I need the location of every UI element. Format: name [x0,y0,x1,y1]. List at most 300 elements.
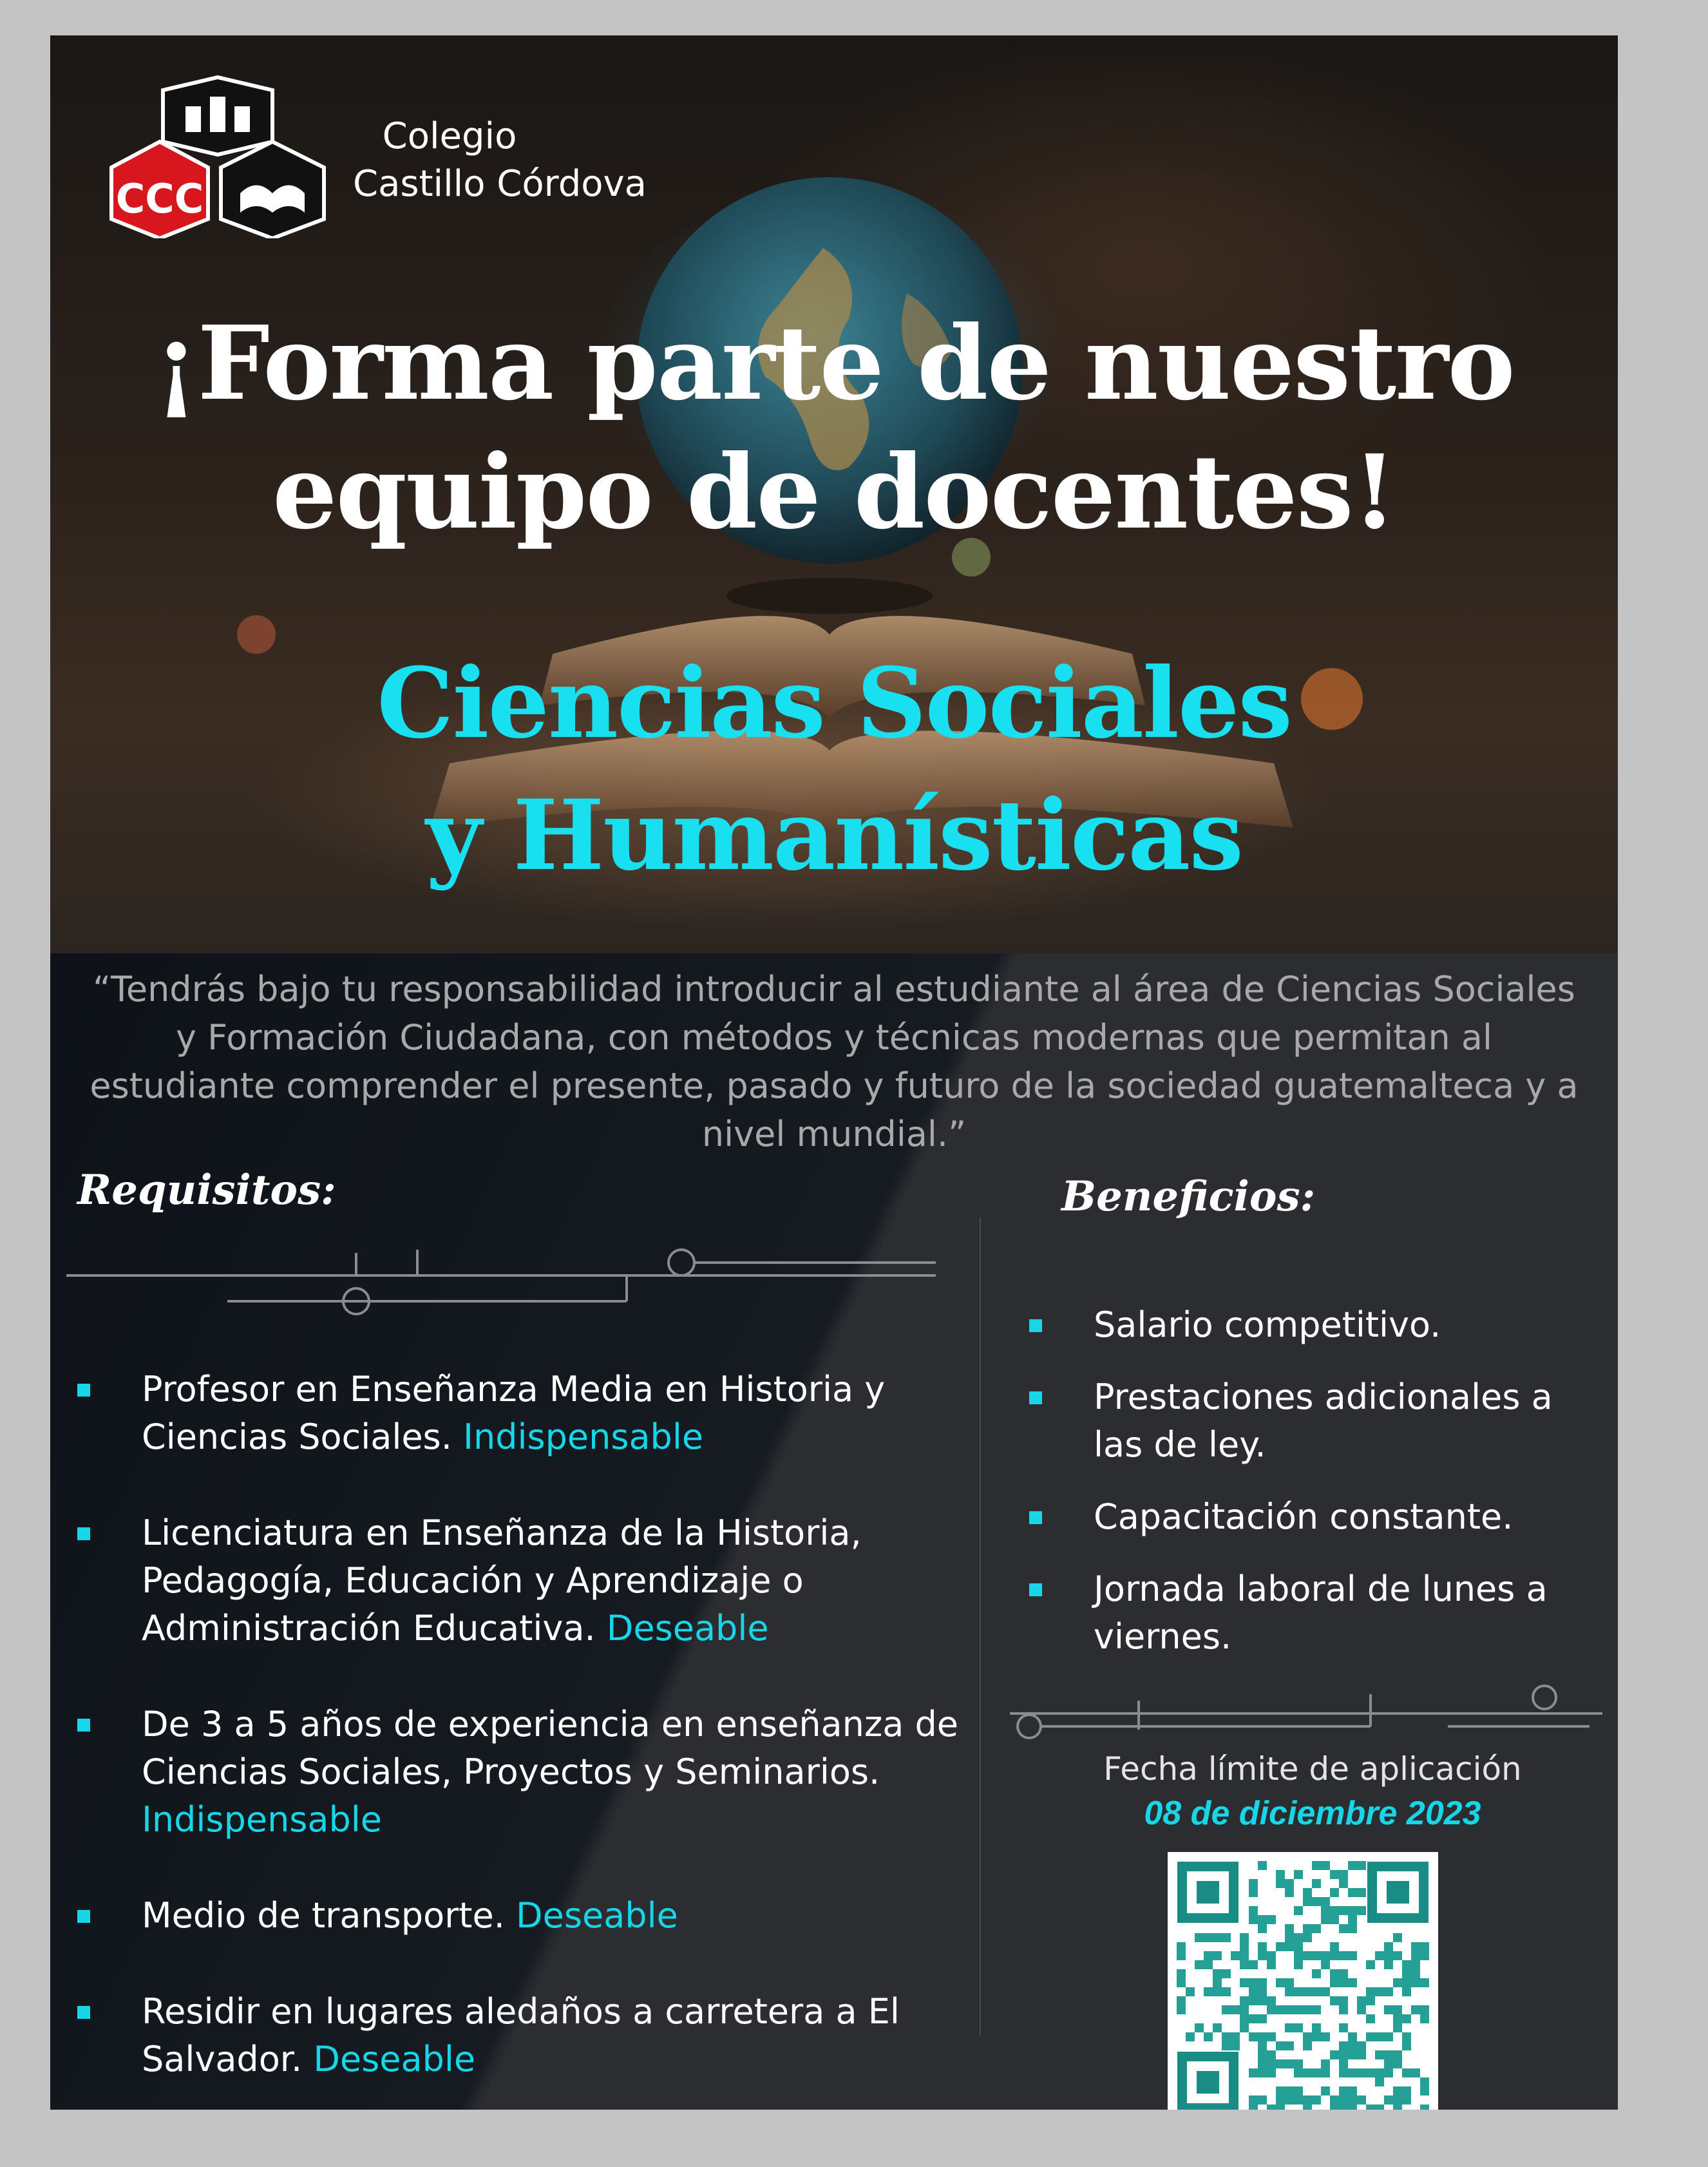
bullet-icon [77,1910,90,1923]
qr-module [1294,1951,1303,1960]
school-name-line1: Colegio [382,115,517,157]
qr-module [1294,2095,1303,2105]
qr-module [1339,2041,1348,2050]
qr-module [1195,1960,1204,1969]
benefit-text: Capacitación constante. [1094,1496,1513,1537]
school-name [353,113,647,208]
qr-module [1231,1951,1240,1960]
benefit-item [1029,1373,1596,1469]
qr-module [1375,1987,1384,1996]
qr-module [1258,1924,1267,1933]
qr-module [1420,1978,1429,1987]
qr-module [1339,2059,1348,2068]
qr-module [1348,1978,1357,1987]
qr-module [1285,2086,1294,2095]
qr-module [1348,1888,1357,1897]
qr-module [1267,2059,1276,2068]
qr-module [1357,1888,1366,1897]
headline-line2: equipo de docentes! [272,433,1396,552]
qr-module [1420,2086,1429,2095]
requirement-item [77,1988,966,2083]
qr-module [1294,2023,1303,2032]
qr-module [1285,1987,1294,1996]
qr-module [1267,2005,1276,2014]
qr-module [1402,2086,1411,2095]
qr-module [1339,2086,1348,2095]
qr-module [1357,2005,1366,2014]
qr-module [1222,1933,1231,1942]
qr-module [1258,2059,1267,2068]
bullet-icon [1029,1391,1042,1404]
qr-module [1348,1924,1357,1933]
qr-module [1330,1888,1339,1897]
qr-module [1348,1906,1357,1915]
qr-module [1303,2032,1312,2041]
requirement-tag: Indispensable [142,1799,383,1840]
qr-module [1267,1996,1276,2005]
qr-module [1321,2068,1330,2077]
qr-module [1312,2005,1321,2014]
qr-module [1330,1942,1339,1951]
qr-module [1366,1960,1375,1969]
hero-section [50,35,1618,953]
qr-module [1204,1951,1213,1960]
qr-module [1258,1942,1267,1951]
qr-module [1249,1996,1258,2005]
qr-module [1339,2095,1348,2105]
qr-module [1294,1906,1303,1915]
qr-module [1402,1969,1411,1978]
qr-module [1312,1879,1321,1888]
qr-module [1321,1960,1330,1969]
qr-module [1303,2068,1312,2077]
benefit-item [1029,1301,1596,1349]
qr-module [1321,1915,1330,1924]
qr-module [1267,2032,1276,2041]
qr-module [1339,1924,1348,1933]
qr-module [1249,1987,1258,1996]
qr-module [1420,1951,1429,1960]
qr-module [1339,2068,1348,2077]
qr-module [1312,2095,1321,2105]
qr-module [1249,1879,1258,1888]
qr-module [1213,1987,1222,1996]
benefits-list [1029,1301,1596,1661]
qr-module [1294,1942,1303,1951]
qr-module [1411,2068,1420,2077]
bullet-icon [1029,1583,1042,1596]
requirement-tag: Deseable [606,1608,769,1648]
qr-module [1384,1942,1393,1951]
qr-module [1285,1924,1294,1933]
qr-module [1177,1969,1186,1978]
headline-line1: ¡Forma parte de nuestro [154,304,1514,423]
qr-module [1357,2068,1366,2077]
qr-module [1258,1951,1267,1960]
qr-module [1384,2059,1393,2068]
qr-module [1312,1951,1321,1960]
qr-module [1393,1933,1402,1942]
qr-module [1321,1987,1330,1996]
qr-module [1240,2005,1249,2014]
qr-module [1240,1978,1249,1987]
qr-module [1384,1960,1393,1969]
qr-module [1285,1978,1294,1987]
requirements-list [77,1366,966,2083]
qr-module [1366,1987,1375,1996]
job-poster [50,35,1618,2110]
qr-module [1258,1996,1267,2005]
qr-module [1420,2005,1429,2014]
qr-module [1294,1870,1303,1879]
requirements-title: Requisitos: [77,1166,336,1214]
benefit-item [1029,1493,1596,1541]
qr-module [1222,2005,1231,2014]
qr-module [1321,2059,1330,2068]
qr-module [1294,2005,1303,2014]
qr-module [1348,2086,1357,2095]
subject-area-title [50,638,1618,902]
qr-module [1420,2105,1429,2110]
qr-module [1177,1951,1186,1960]
qr-module [1402,2095,1411,2105]
qr-module [1285,2041,1294,2050]
qr-module [1348,2032,1357,2041]
qr-module [1339,1879,1348,1888]
qr-module [1204,1960,1213,1969]
qr-module [1294,1987,1303,1996]
qr-module [1294,2068,1303,2077]
qr-module [1276,1879,1285,1888]
qr-module [1258,2014,1267,2023]
qr-module [1411,2005,1420,2014]
qr-module [1393,1951,1402,1960]
qr-module [1312,1897,1321,1906]
qr-module [1276,1870,1285,1879]
requirement-text: Residir en lugares aledaños a carretera a El Salvador. [142,1991,900,2079]
qr-module [1213,2023,1222,2032]
requirement-text: Profesor en Enseñanza Media en Historia y Ciencias Sociales. [142,1369,886,1457]
qr-module [1411,1951,1420,1960]
qr-module [1213,1933,1222,1942]
qr-module [1348,2041,1357,2050]
qr-module [1366,2105,1375,2110]
qr-module [1258,2068,1267,2077]
qr-module [1393,2014,1402,2023]
qr-module [1267,2105,1276,2110]
qr-module [1267,2068,1276,2077]
qr-module [1195,1933,1204,1942]
qr-module [1276,2041,1285,2050]
qr-module [1204,1987,1213,1996]
qr-module [1222,2041,1231,2050]
qr-module [1222,1969,1231,1978]
qr-module [1348,2105,1357,2110]
qr-module [1258,2050,1267,2059]
qr-module [1186,2032,1195,2041]
qr-module [1186,1987,1195,1996]
qr-module [1330,1969,1339,1978]
qr-module [1321,1861,1330,1870]
qr-module [1231,2032,1240,2041]
qr-module [1402,1960,1411,1969]
qr-module [1330,1870,1339,1879]
qr-module [1420,2077,1429,2086]
qr-module [1285,2095,1294,2105]
benefits-title: Beneficios: [1061,1172,1316,1221]
qr-module [1321,1897,1330,1906]
qr-module [1177,1978,1186,1987]
qr-module [1366,1996,1375,2005]
qr-module [1294,1933,1303,1942]
deadline-date: 08 de diciembre 2023 [1144,1795,1481,1832]
qr-module [1384,2005,1393,2014]
qr-module [1339,2005,1348,2014]
qr-module [1393,2023,1402,2032]
requirement-text: Medio de transporte. [142,1895,505,1936]
qr-module [1276,1978,1285,1987]
requirement-item [77,1509,966,1652]
qr-module [1375,2050,1384,2059]
qr-module [1393,2086,1402,2095]
qr-module [1240,1951,1249,1960]
qr-module [1276,2095,1285,2105]
qr-module [1393,2005,1402,2014]
details-section [50,953,1618,2110]
qr-module [1339,2050,1348,2059]
qr-module [1240,2014,1249,2023]
qr-module [1249,2068,1258,2077]
qr-module [1258,1978,1267,1987]
qr-module [1330,1915,1339,1924]
bullet-icon [77,1527,90,1540]
qr-module [1321,1906,1330,1915]
qr-module [1357,2095,1366,2105]
qr-module [1321,2086,1330,2095]
qr-module [1393,1978,1402,1987]
qr-module [1402,2032,1411,2041]
qr-module [1303,2005,1312,2014]
school-name-line2: Castillo Córdova [353,163,647,205]
qr-module [1330,1996,1339,2005]
qr-module [1285,1888,1294,1897]
qr-module [1222,1987,1231,1996]
deadline-label: Fecha límite de aplicación [1103,1750,1522,1788]
school-logo [108,71,346,238]
qr-module [1348,2068,1357,2077]
requirement-tag: Indispensable [463,1417,704,1457]
column-divider [980,1217,981,2036]
bullet-icon [77,2006,90,2019]
qr-module [1285,2059,1294,2068]
requirement-text: De 3 a 5 años de experiencia en enseñanza de Ciencias Sociales, Proyectos y Seminarios. [142,1704,958,1792]
qr-module [1348,2095,1357,2105]
qr-module [1402,2014,1411,2023]
qr-module [1249,2032,1258,2041]
qr-module [1348,1951,1357,1960]
qr-module [1411,1969,1420,1978]
qr-module [1375,1951,1384,1960]
qr-module [1339,1969,1348,1978]
qr-module [1303,1933,1312,1942]
qr-module [1303,1951,1312,1960]
qr-module [1312,2032,1321,2041]
qr-module [1330,1951,1339,1960]
qr-module [1276,2059,1285,2068]
qr-module [1321,1951,1330,1960]
qr-module [1402,1978,1411,1987]
qr-module [1339,1870,1348,1879]
qr-module [1258,1915,1267,1924]
qr-module [1312,1861,1321,1870]
qr-module [1303,1924,1312,1933]
qr-module [1240,1996,1249,2005]
qr-module [1384,2068,1393,2077]
qr-module [1339,1978,1348,1987]
qr-module [1393,2095,1402,2105]
requirement-item [77,1366,966,1461]
qr-module [1213,1978,1222,1987]
qr-module [1411,1942,1420,1951]
qr-module [1240,1960,1249,1969]
qr-module [1267,2050,1276,2059]
bullet-icon [77,1384,90,1397]
qr-module [1411,1978,1420,1987]
qr-module [1294,1960,1303,1969]
qr-module [1285,2023,1294,2032]
bullet-icon [77,1719,90,1732]
bullet-icon [1029,1511,1042,1524]
qr-module [1222,2032,1231,2041]
headline [50,300,1618,557]
requirement-item [77,1701,966,1844]
qr-module [1357,1861,1366,1870]
qr-module [1330,2050,1339,2059]
qr-module [1402,1987,1411,1996]
qr-module [1249,2095,1258,2105]
qr-module [1348,1915,1357,1924]
qr-module [1177,1942,1186,1951]
qr-module [1375,2032,1384,2041]
qr-module [1330,1906,1339,1915]
qr-module [1312,1969,1321,1978]
qr-module [1348,2050,1357,2059]
qr-module [1312,2068,1321,2077]
qr-module [1321,2032,1330,2041]
qr-module [1357,2041,1366,2050]
qr-module [1204,2032,1213,2041]
benefit-text: Prestaciones adicionales a las de ley. [1094,1377,1553,1465]
qr-module [1249,1915,1258,1924]
circuit-divider-right [1010,1675,1602,1746]
qr-module [1249,1978,1258,1987]
qr-module [1267,1951,1276,1960]
qr-module [1294,2086,1303,2095]
qr-module [1366,2014,1375,2023]
qr-module [1249,1960,1258,1969]
qr-module [1402,2041,1411,2050]
qr-module [1312,1987,1321,1996]
qr-module [1393,2105,1402,2110]
qr-module [1204,1933,1213,1942]
qr-module [1375,2105,1384,2110]
circuit-divider-left [66,1237,949,1321]
bullet-icon [1029,1319,1042,1332]
qr-module [1231,2005,1240,2014]
qr-module [1285,1879,1294,1888]
qr-code-icon [1168,1852,1438,2110]
qr-module [1258,2041,1267,2050]
requirement-text: Licenciatura en Enseñanza de la Historia, Pedagogía, Educación y Aprendizaje o Administración Educativa. [142,1513,862,1648]
qr-module [1285,1942,1294,1951]
qr-module [1177,2005,1186,2014]
logo-letters: CCC [115,175,204,222]
qr-module [1357,1906,1366,1915]
qr-module [1303,1888,1312,1897]
qr-module [1411,1960,1420,1969]
qr-module [1303,1897,1312,1906]
qr-module [1420,2014,1429,2023]
qr-module [1258,1987,1267,1996]
qr-module [1339,1906,1348,1915]
application-qr-code[interactable] [1168,1852,1438,2110]
qr-module [1276,1942,1285,1951]
requirement-tag: Deseable [313,2039,476,2079]
qr-module [1258,2032,1267,2041]
qr-module [1312,2023,1321,2032]
requirement-item [77,1892,966,1940]
qr-module [1249,1906,1258,1915]
qr-module [1276,2086,1285,2095]
qr-module [1330,2105,1339,2110]
qr-module [1330,1978,1339,1987]
qr-module [1303,2041,1312,2050]
qr-module [1339,2105,1348,2110]
qr-module [1312,1924,1321,1933]
qr-module [1240,2023,1249,2032]
qr-module [1258,2095,1267,2105]
qr-module [1384,2050,1393,2059]
qr-module [1348,1861,1357,1870]
qr-module [1276,2005,1285,2014]
qr-module [1240,1933,1249,1942]
qr-module [1384,1951,1393,1960]
qr-module [1393,2050,1402,2059]
qr-module [1213,1969,1222,1978]
qr-module [1276,2105,1285,2110]
qr-module [1249,2105,1258,2110]
qr-module [1357,2050,1366,2059]
subject-area-line1: Ciencias Sociales [377,647,1291,760]
qr-module [1339,2023,1348,2032]
qr-module [1303,2105,1312,2110]
qr-module [1330,2095,1339,2105]
benefit-text: Jornada laboral de lunes a viernes. [1094,1569,1548,1657]
qr-module [1366,2032,1375,2041]
qr-module [1375,2077,1384,2086]
subject-area-line2: y Humanísticas [426,779,1242,892]
qr-module [1366,2068,1375,2077]
qr-module [1375,2068,1384,2077]
benefit-text: Salario competitivo. [1094,1304,1441,1345]
qr-module [1402,2068,1411,2077]
qr-module [1339,1996,1348,2005]
job-description-quote: “Tendrás bajo tu responsabilidad introducir al estudiante al área de Ciencias Sociales y Formación Ciudadana, con métodos y técnicas modernas que permitan al estudiante comprender el presente, pasado y futuro de la sociedad guatemalteca y a nivel mundial.” [90,969,1579,1154]
qr-module [1303,1987,1312,1996]
qr-module [1249,1888,1258,1897]
qr-module [1267,1960,1276,1969]
qr-module [1258,1861,1267,1870]
